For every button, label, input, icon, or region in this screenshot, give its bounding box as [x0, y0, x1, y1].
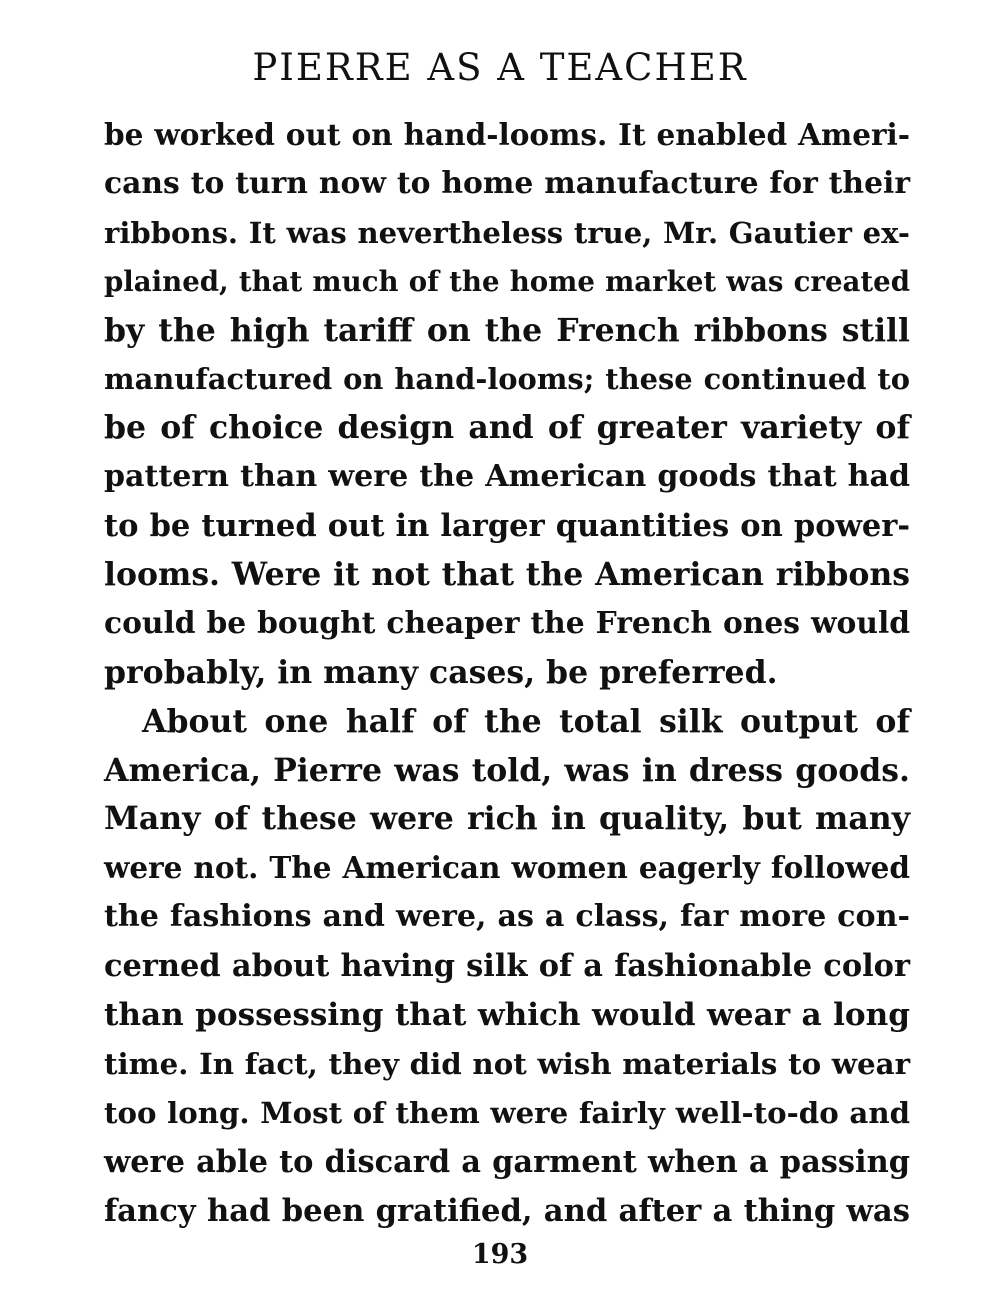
text-line: be of choice design and of greater variety of — [104, 409, 910, 447]
text-line: manufactured on hand-looms; these continued to — [104, 362, 910, 397]
text-line: than possessing that which would wear a long — [104, 997, 910, 1034]
text-line: cans to turn now to home manufacture for their — [104, 165, 910, 201]
text-line: pattern than were the American goods that had — [104, 459, 910, 495]
text-line: were able to discard a garment when a passing — [104, 1143, 910, 1180]
paragraph-2 — [104, 698, 910, 1236]
text-line: be worked out on hand-looms. It enabled Ameri- — [104, 117, 910, 152]
text-line: Many of these were rich in quality, but many — [104, 800, 910, 838]
text-line: America, Pierre was told, was in dress goods. — [104, 751, 910, 789]
text-line: were not. The American women eagerly followed — [104, 850, 910, 886]
text-line: could be bought cheaper the French ones would — [104, 605, 910, 641]
text-line: the fashions and were, as a class, far more con- — [104, 899, 910, 935]
body-text — [104, 111, 910, 1235]
text-line: plained, that much of the home market was created — [104, 264, 910, 298]
text-line: probably, in many cases, be preferred. — [104, 653, 778, 691]
page-number: 193 — [471, 1239, 529, 1270]
text-line: fancy had been gratified, and after a thing was — [104, 1192, 910, 1229]
text-line: to be turned out in larger quantities on power- — [104, 508, 910, 545]
text-line: ribbons. It was nevertheless true, Mr. Gautier ex- — [104, 215, 910, 250]
text-line: looms. Were it not that the American ribbons — [104, 556, 910, 594]
text-line: too long. Most of them were fairly well-to-do and — [104, 1095, 910, 1130]
text-line: cerned about having silk of a fashionable color — [104, 948, 910, 985]
text-line: time. In fact, they did not wish materials to wear — [104, 1046, 910, 1081]
text-line: by the high tariff on the French ribbons still — [104, 311, 910, 349]
paragraph-1 — [104, 111, 910, 698]
running-head: PIERRE AS A TEACHER — [252, 46, 748, 89]
text-line: About one half of the total silk output of — [142, 702, 910, 740]
